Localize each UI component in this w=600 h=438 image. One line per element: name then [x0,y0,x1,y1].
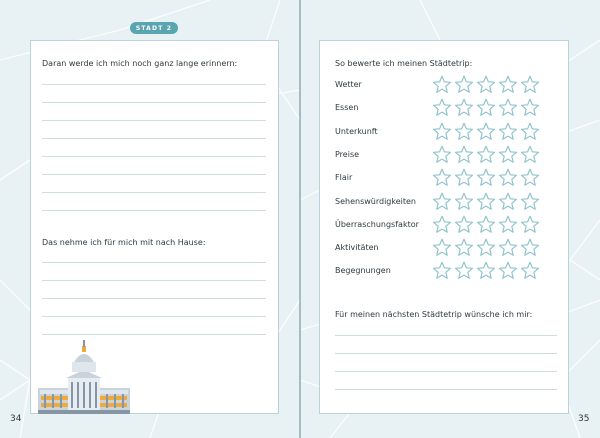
star-outline-icon[interactable] [432,192,452,208]
star-outline-icon[interactable] [520,168,540,184]
star-outline-icon[interactable] [498,261,518,277]
star-outline-icon[interactable] [476,75,496,91]
writing-line [335,353,557,354]
rating-category-label: Sehenswürdigkeiten [335,196,416,206]
star-rating-row [432,145,540,161]
star-rating-row [432,98,540,114]
page-number-left: 34 [10,414,22,424]
star-rating-row [432,75,540,91]
rating-category-label: Aktivitäten [335,243,379,253]
writing-line [42,84,266,85]
star-outline-icon[interactable] [454,122,474,138]
star-rating-row [432,261,540,277]
rating-category-label: Begegnungen [335,266,391,276]
writing-line [335,335,557,336]
capitol-building-icon [38,340,130,414]
star-outline-icon[interactable] [498,98,518,114]
writing-line [42,210,266,211]
star-outline-icon[interactable] [520,98,540,114]
star-outline-icon[interactable] [520,238,540,254]
writing-line [42,120,266,121]
star-outline-icon[interactable] [498,238,518,254]
book-gutter [299,0,301,438]
writing-line [335,389,557,390]
star-outline-icon[interactable] [520,145,540,161]
star-outline-icon[interactable] [432,122,452,138]
star-outline-icon[interactable] [432,215,452,231]
writing-line [42,102,266,103]
star-rating-row [432,215,540,231]
star-outline-icon[interactable] [432,168,452,184]
star-outline-icon[interactable] [498,168,518,184]
writing-line [42,192,266,193]
rating-category-label: Flair [335,173,353,183]
writing-line [42,280,266,281]
star-rating-row [432,192,540,208]
prompt-remember: Daran werde ich mich noch ganz lange erinnern: [42,59,238,68]
star-outline-icon[interactable] [476,145,496,161]
star-rating-row [432,122,540,138]
star-outline-icon[interactable] [476,122,496,138]
writing-line [42,262,266,263]
rating-category-label: Unterkunft [335,126,378,136]
writing-line [42,298,266,299]
rating-heading: So bewerte ich meinen Städtetrip: [335,59,473,68]
prompt-next-trip: Für meinen nächsten Städtetrip wünsche ich mir: [335,310,533,319]
section-badge: STADT 2 [130,22,178,34]
rating-category-label: Überraschungsfaktor [335,219,419,229]
rating-category-label: Wetter [335,80,362,89]
star-outline-icon[interactable] [454,168,474,184]
star-outline-icon[interactable] [432,75,452,91]
star-outline-icon[interactable] [454,75,474,91]
writing-line [42,316,266,317]
writing-line [42,174,266,175]
star-outline-icon[interactable] [432,145,452,161]
star-outline-icon[interactable] [454,238,474,254]
star-outline-icon[interactable] [476,261,496,277]
star-rating-row [432,238,540,254]
page-number-right: 35 [578,414,590,424]
prompt-take-home: Das nehme ich für mich mit nach Hause: [42,238,206,247]
star-outline-icon[interactable] [454,215,474,231]
star-outline-icon[interactable] [432,98,452,114]
star-outline-icon[interactable] [476,215,496,231]
star-outline-icon[interactable] [454,145,474,161]
star-outline-icon[interactable] [520,215,540,231]
star-outline-icon[interactable] [476,168,496,184]
rating-category-label: Essen [335,103,359,113]
star-outline-icon[interactable] [520,75,540,91]
writing-line [42,156,266,157]
star-outline-icon[interactable] [498,75,518,91]
star-outline-icon[interactable] [454,192,474,208]
star-outline-icon[interactable] [476,192,496,208]
star-outline-icon[interactable] [432,238,452,254]
rating-category-label: Preise [335,149,360,159]
writing-line [335,371,557,372]
star-outline-icon[interactable] [454,261,474,277]
star-outline-icon[interactable] [498,122,518,138]
star-outline-icon[interactable] [498,215,518,231]
star-outline-icon[interactable] [476,98,496,114]
star-outline-icon[interactable] [432,261,452,277]
star-outline-icon[interactable] [520,192,540,208]
star-rating-row [432,168,540,184]
star-outline-icon[interactable] [476,238,496,254]
writing-line [42,138,266,139]
star-outline-icon[interactable] [520,122,540,138]
star-outline-icon[interactable] [498,192,518,208]
star-outline-icon[interactable] [498,145,518,161]
writing-line [42,334,266,335]
star-outline-icon[interactable] [520,261,540,277]
star-outline-icon[interactable] [454,98,474,114]
